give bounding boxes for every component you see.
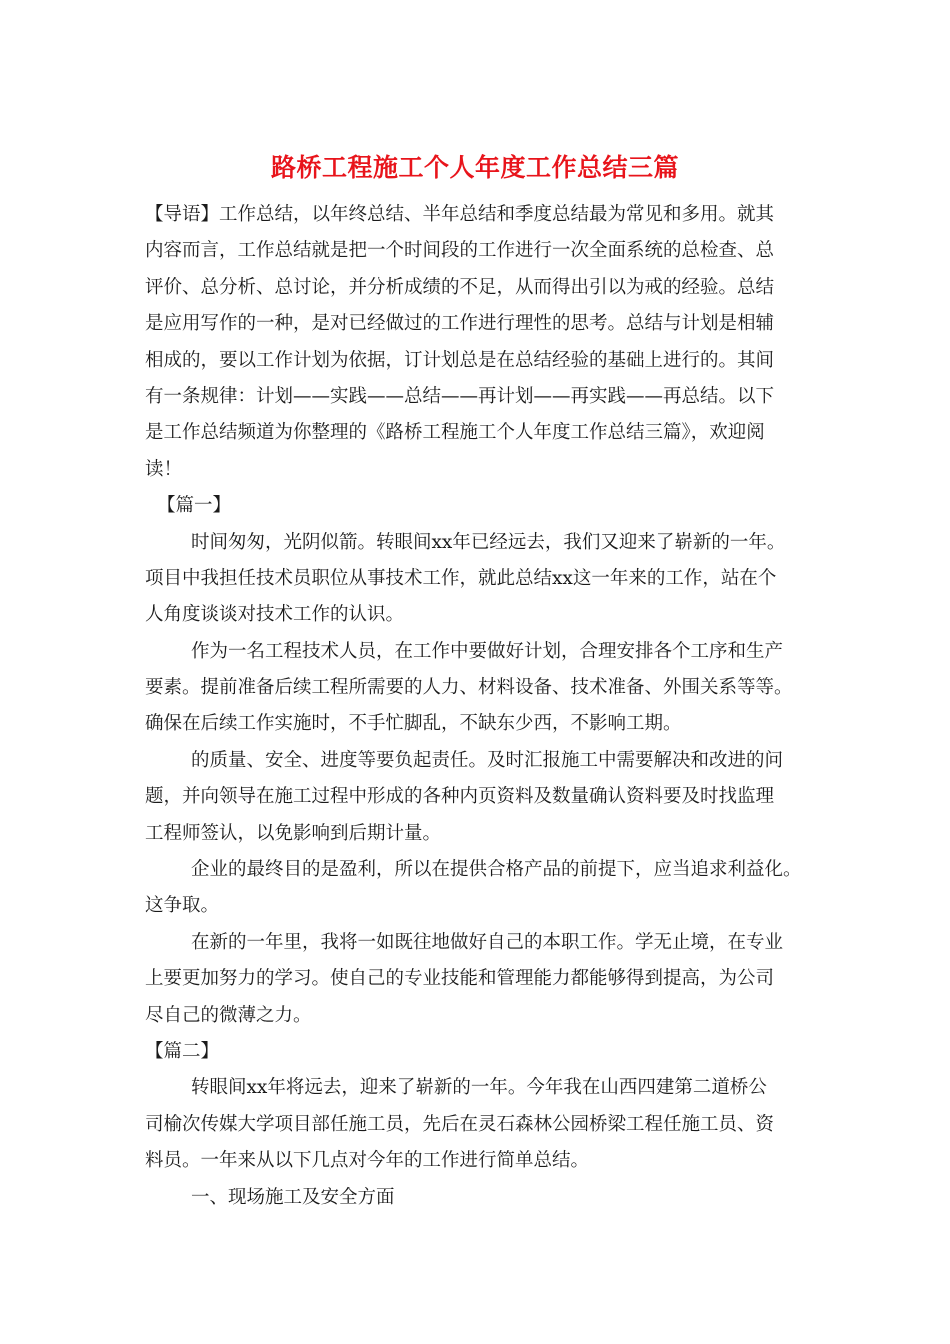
intro-line: 内容而言，工作总结就是把一个时间段的工作进行一次全面系统的总检查、总 (145, 240, 775, 262)
paragraph-line: 工程师签认，以免影响到后期计量。 (145, 822, 442, 844)
intro-line: 有一条规律：计划——实践——总结——再计划——再实践——再总结。以下 (145, 385, 775, 407)
intro-line: 评价、总分析、总讨论，并分析成绩的不足，从而得出引以为戒的经验。总结 (145, 276, 775, 298)
paragraph-line: 题，并向领导在施工过程中形成的各种内页资料及数量确认资料要及时找监理 (145, 786, 775, 808)
paragraph-line: 作为一名工程技术人员，在工作中要做好计划，合理安排各个工序和生产 (191, 640, 784, 662)
document-body (145, 197, 825, 1216)
paragraph-line: 上要更加努力的学习。使自己的专业技能和管理能力都能够得到提高，为公司 (145, 968, 775, 990)
intro-line: 相成的，要以工作计划为依据，订计划总是在总结经验的基础上进行的。其间 (145, 349, 775, 371)
intro-line: 读！ (145, 458, 183, 480)
section-heading: 【篇一】 (157, 495, 232, 517)
paragraph-line: 这争取。 (145, 895, 220, 917)
paragraph-line: 尽自己的微薄之力。 (145, 1004, 312, 1026)
paragraph-line: 在新的一年里，我将一如既往地做好自己的本职工作。学无止境，在专业 (191, 931, 784, 953)
paragraph-line: 确保在后续工作实施时，不手忙脚乱，不缺东少西，不影响工期。 (145, 713, 682, 735)
paragraph-line: 转眼间xx年将远去，迎来了崭新的一年。今年我在山西四建第二道桥公 (191, 1077, 767, 1099)
intro-line: 【导语】工作总结，以年终总结、半年总结和季度总结最为常见和多用。就其 (145, 204, 775, 225)
paragraph-line: 人角度谈谈对技术工作的认识。 (145, 604, 405, 626)
intro-line: 是工作总结频道为你整理的《路桥工程施工个人年度工作总结三篇》，欢迎阅 (145, 422, 765, 444)
paragraph-line: 项目中我担任技术员职位从事技术工作，就此总结xx这一年来的工作，站在个 (145, 567, 777, 589)
paragraph-line: 企业的最终目的是盈利，所以在提供合格产品的前提下，应当追求利益化。 (191, 859, 802, 881)
section-heading: 【篇二】 (145, 1040, 220, 1062)
paragraph-line: 要素。提前准备后续工程所需要的人力、材料设备、技术准备、外围关系等等。 (145, 677, 793, 699)
document-title: 路桥工程施工个人年度工作总结三篇 (270, 153, 679, 182)
intro-line: 是应用写作的一种，是对已经做过的工作进行理性的思考。总结与计划是相辅 (145, 313, 775, 335)
paragraph-line: 司榆次传媒大学项目部任施工员，先后在灵石森林公园桥梁工程任施工员、资 (145, 1113, 775, 1135)
paragraph-line: 料员。一年来从以下几点对今年的工作进行简单总结。 (145, 1150, 590, 1172)
paragraph-line: 时间匆匆，光阴似箭。转眼间xx年已经远去，我们又迎来了崭新的一年。 (191, 531, 786, 553)
subsection-heading: 一、现场施工及安全方面 (191, 1186, 395, 1208)
paragraph-line: 的质量、安全、进度等要负起责任。及时汇报施工中需要解决和改进的问 (191, 749, 784, 771)
